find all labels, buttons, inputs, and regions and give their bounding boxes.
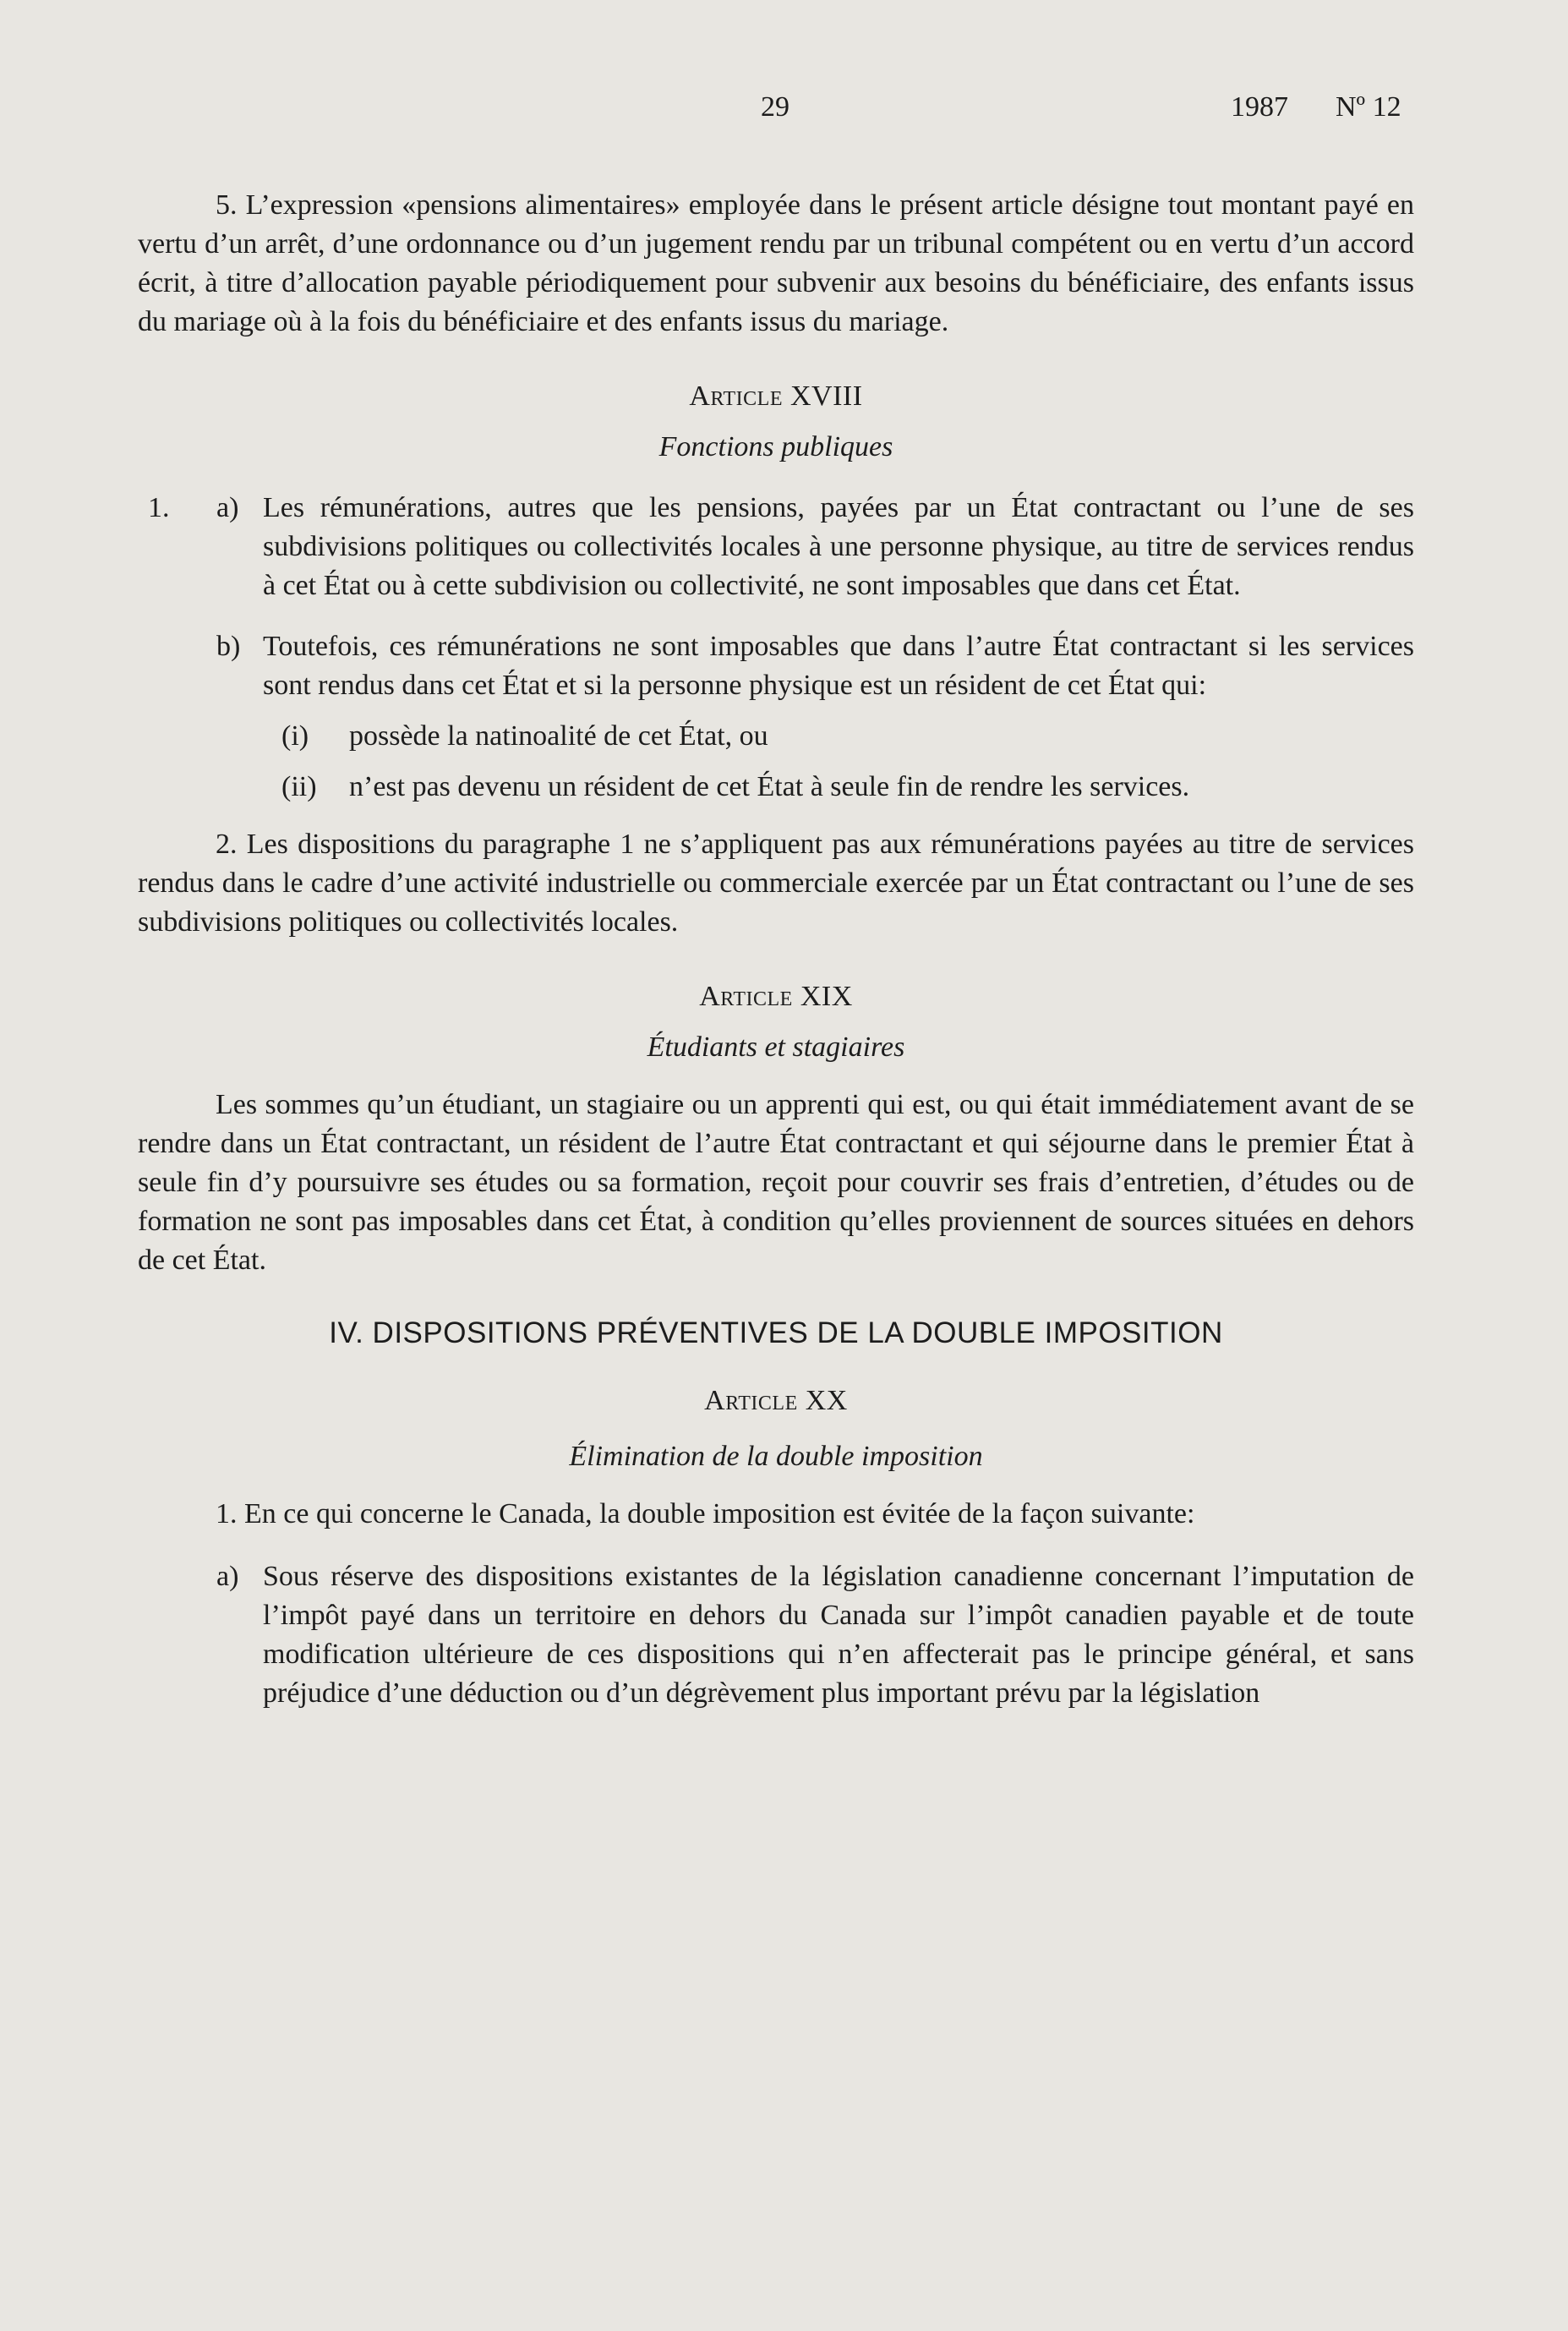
- subparagraph-label: b): [216, 631, 241, 662]
- paragraph-5: 5. L’expression «pensions alimentaires» employée dans le présent article désigne tout montant payé en vertu d’un arrêt, d’une ordonnance ou d’un jugement rendu par un tribunal compétent ou en vertu d’un accord écrit, à titre d’allocation payable périodiquement pour subvenir aux besoins du bénéficiaire, des enfants issus du mariage où à la fois du bénéficiaire et des enfants issus du mariage.: [138, 189, 1414, 337]
- part-4-title: IV. DISPOSITIONS PRÉVENTIVES DE LA DOUBLE IMPOSITION: [329, 1316, 1223, 1349]
- subparagraph-text: Toutefois, ces rémunérations ne sont imposables que dans l’autre État contractant si les services sont rendus dans cet État et si la personne physique est un résident de cet État qui:: [263, 631, 1414, 701]
- subparagraph-text: Sous réserve des dispositions existantes de la législation canadienne concernant l’imputation de l’impôt payé dans un territoire en dehors du Canada sur l’impôt canadien payable et de toute modification ultérieure de ces dispositions qui n’en affecterait pas le principe général, et sans préjudice d’une déduction ou d’un dégrèvement plus important prévu par la législation: [263, 1561, 1414, 1709]
- page-number: 29: [761, 91, 789, 123]
- clause-ii: [138, 768, 1414, 807]
- header-year: 1987: [1231, 91, 1288, 123]
- article-18-paragraph-1a: [138, 489, 1414, 605]
- article-18-paragraph-2: 2. Les dispositions du paragraphe 1 ne s’appliquent pas aux rémunérations payées au titre de services rendus dans le cadre d’une activité industrielle ou commerciale exercée par un État contractant ou l’une de ses subdivisions politiques ou collectivités locales.: [138, 829, 1414, 938]
- article-19-heading: Étudiants et stagiaires: [647, 1031, 905, 1063]
- article-20-title: Article XX: [704, 1385, 848, 1416]
- subparagraph-label: a): [216, 492, 239, 523]
- clause-label: (ii): [281, 771, 317, 802]
- clause-text: n’est pas devenu un résident de cet État à seule fin de rendre les services.: [349, 771, 1190, 802]
- article-20-paragraph-1: 1. En ce qui concerne le Canada, la double imposition est évitée de la façon suivante:: [216, 1498, 1195, 1529]
- clause-label: (i): [281, 720, 309, 752]
- page-body: [138, 186, 1414, 1713]
- subparagraph-label: a): [216, 1561, 239, 1592]
- article-18-paragraph-1b: [138, 627, 1414, 705]
- clause-text: possède la natinoalité de cet État, ou: [349, 720, 768, 752]
- article-19-title: Article XIX: [699, 981, 853, 1012]
- article-20-subparagraph-a: [138, 1557, 1414, 1713]
- article-18-heading: Fonctions publiques: [658, 431, 893, 462]
- article-19-text: Les sommes qu’un étudiant, un stagiaire ou un apprenti qui est, ou qui était immédiatement avant de se rendre dans un État contractant, un résident de l’autre État contractant et qui séjourne dans le premier État à seule fin d’y poursuivre ses études ou sa formation, reçoit pour couvrir ses frais d’entretien, d’études ou de formation ne sont pas imposables dans cet État, à condition qu’elles proviennent de sources situées en dehors de cet État.: [138, 1089, 1414, 1276]
- subparagraph-text: Les rémunérations, autres que les pensions, payées par un État contractant ou l’une de ses subdivisions politiques ou collectivités locales à une personne physique, au titre de services rendus à cet État ou à cette subdivision ou collectivité, ne sont imposables que dans cet État.: [263, 492, 1414, 601]
- clause-i: [138, 717, 1414, 756]
- page-header: [0, 91, 1568, 134]
- paragraph-number: 1.: [148, 492, 170, 523]
- article-20-heading: Élimination de la double imposition: [569, 1441, 983, 1472]
- article-18-title: Article XVIII: [689, 380, 863, 412]
- header-issue-number: Nº 12: [1336, 91, 1401, 123]
